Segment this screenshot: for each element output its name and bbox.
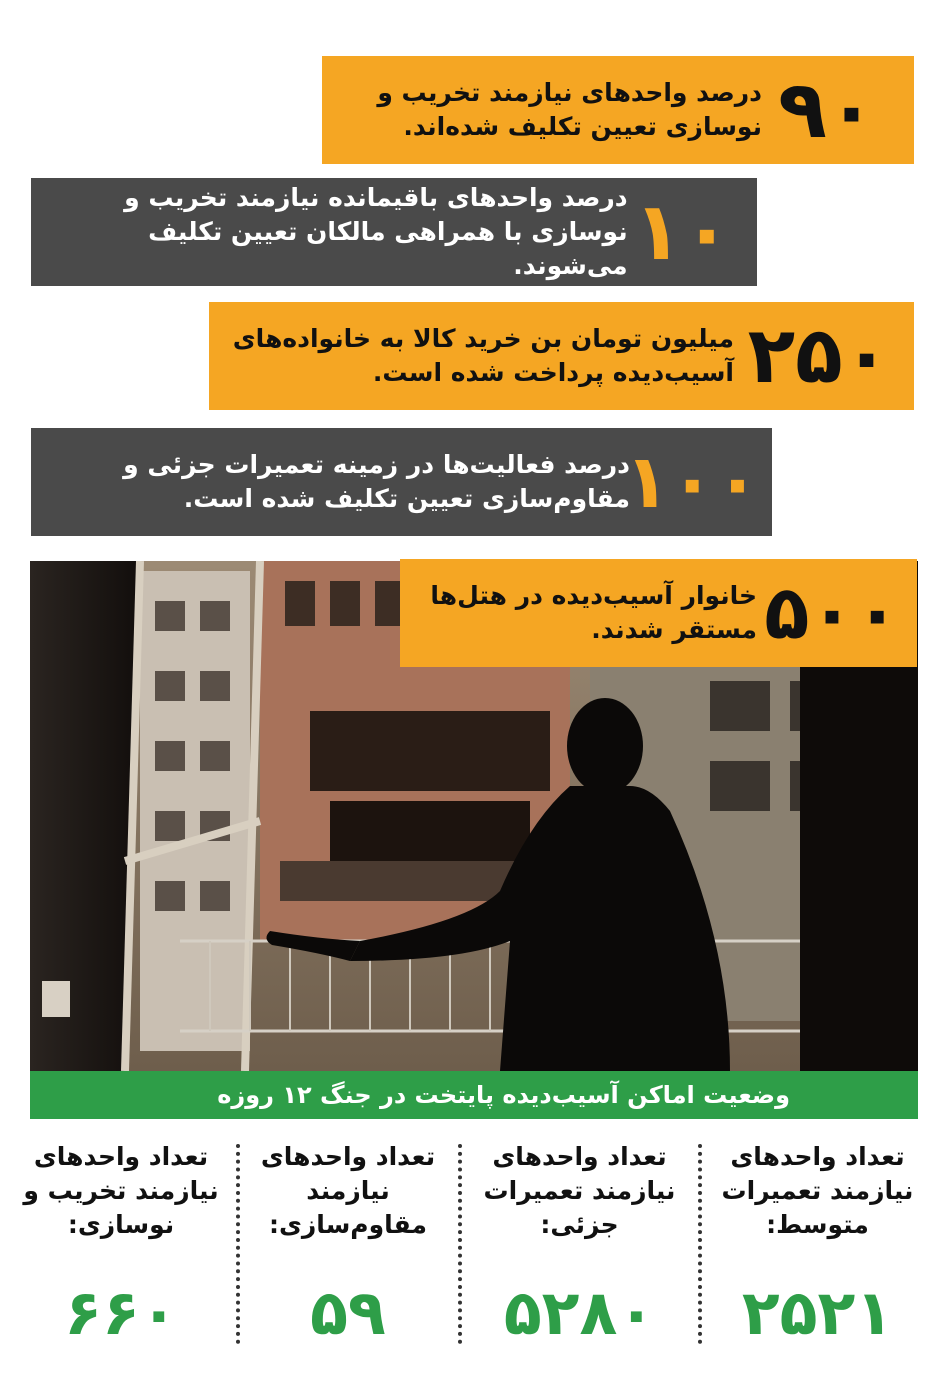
stat-number: ۱۰۰ [624, 439, 760, 525]
stat-number: ۵۰۰ [764, 570, 900, 656]
stat-text: خانوار آسیب‌دیده در هتل‌ها مستقر شدند. [430, 581, 757, 644]
stat-box-100 [31, 428, 772, 536]
metric-label: تعداد واحدهای نیازمند تخریب و نوسازی: [23, 1142, 219, 1239]
stat-number: ۱۰ [633, 185, 732, 278]
caption-text: وضعیت اماکن آسیب‌دیده پایتخت در جنگ ۱۲ روزه [217, 1081, 790, 1109]
metric-minor-repair [462, 1140, 697, 1355]
dotted-divider [236, 1144, 240, 1344]
metric-value: ۶۶۰ [64, 1276, 178, 1349]
dotted-divider [698, 1144, 702, 1344]
metric-label: تعداد واحدهای نیازمند تعمیرات متوسط: [721, 1142, 914, 1239]
metric-value: ۵۹ [310, 1276, 386, 1349]
metric-medium-repair [700, 1140, 935, 1355]
metric-reinforcement [240, 1140, 456, 1355]
dotted-divider [458, 1144, 462, 1344]
metrics-row [0, 1140, 935, 1355]
stat-number: ۲۵۰ [747, 311, 891, 401]
stat-text: درصد فعالیت‌ها در زمینه تعمیرات جزئی و مقاوم‌سازی تعیین تکلیف شده است. [123, 450, 630, 513]
stat-number: ۹۰ [778, 63, 876, 156]
stat-box-10 [31, 178, 757, 286]
stat-text: میلیون تومان بن خرید کالا به خانواده‌های آسیب‌دیده پرداخت شده است. [232, 324, 734, 387]
stat-text: درصد واحدهای باقیمانده نیازمند تخریب و نوسازی با همراهی مالکان تعیین تکلیف می‌شوند. [124, 183, 628, 280]
metric-label: تعداد واحدهای نیازمند تعمیرات جزئی: [483, 1142, 676, 1239]
stat-box-90 [322, 56, 914, 164]
stat-box-250 [209, 302, 914, 410]
metric-value: ۲۵۲۱ [741, 1276, 894, 1349]
metric-label: تعداد واحدهای نیازمند مقاوم‌سازی: [260, 1142, 436, 1239]
photo-caption [30, 1071, 918, 1119]
metric-value: ۵۲۸۰ [503, 1276, 656, 1349]
stat-box-500 [400, 559, 917, 667]
stat-text: درصد واحدهای نیازمند تخریب و نوسازی تعیین تکلیف شده‌اند. [377, 78, 762, 141]
metric-demolition [10, 1140, 232, 1355]
